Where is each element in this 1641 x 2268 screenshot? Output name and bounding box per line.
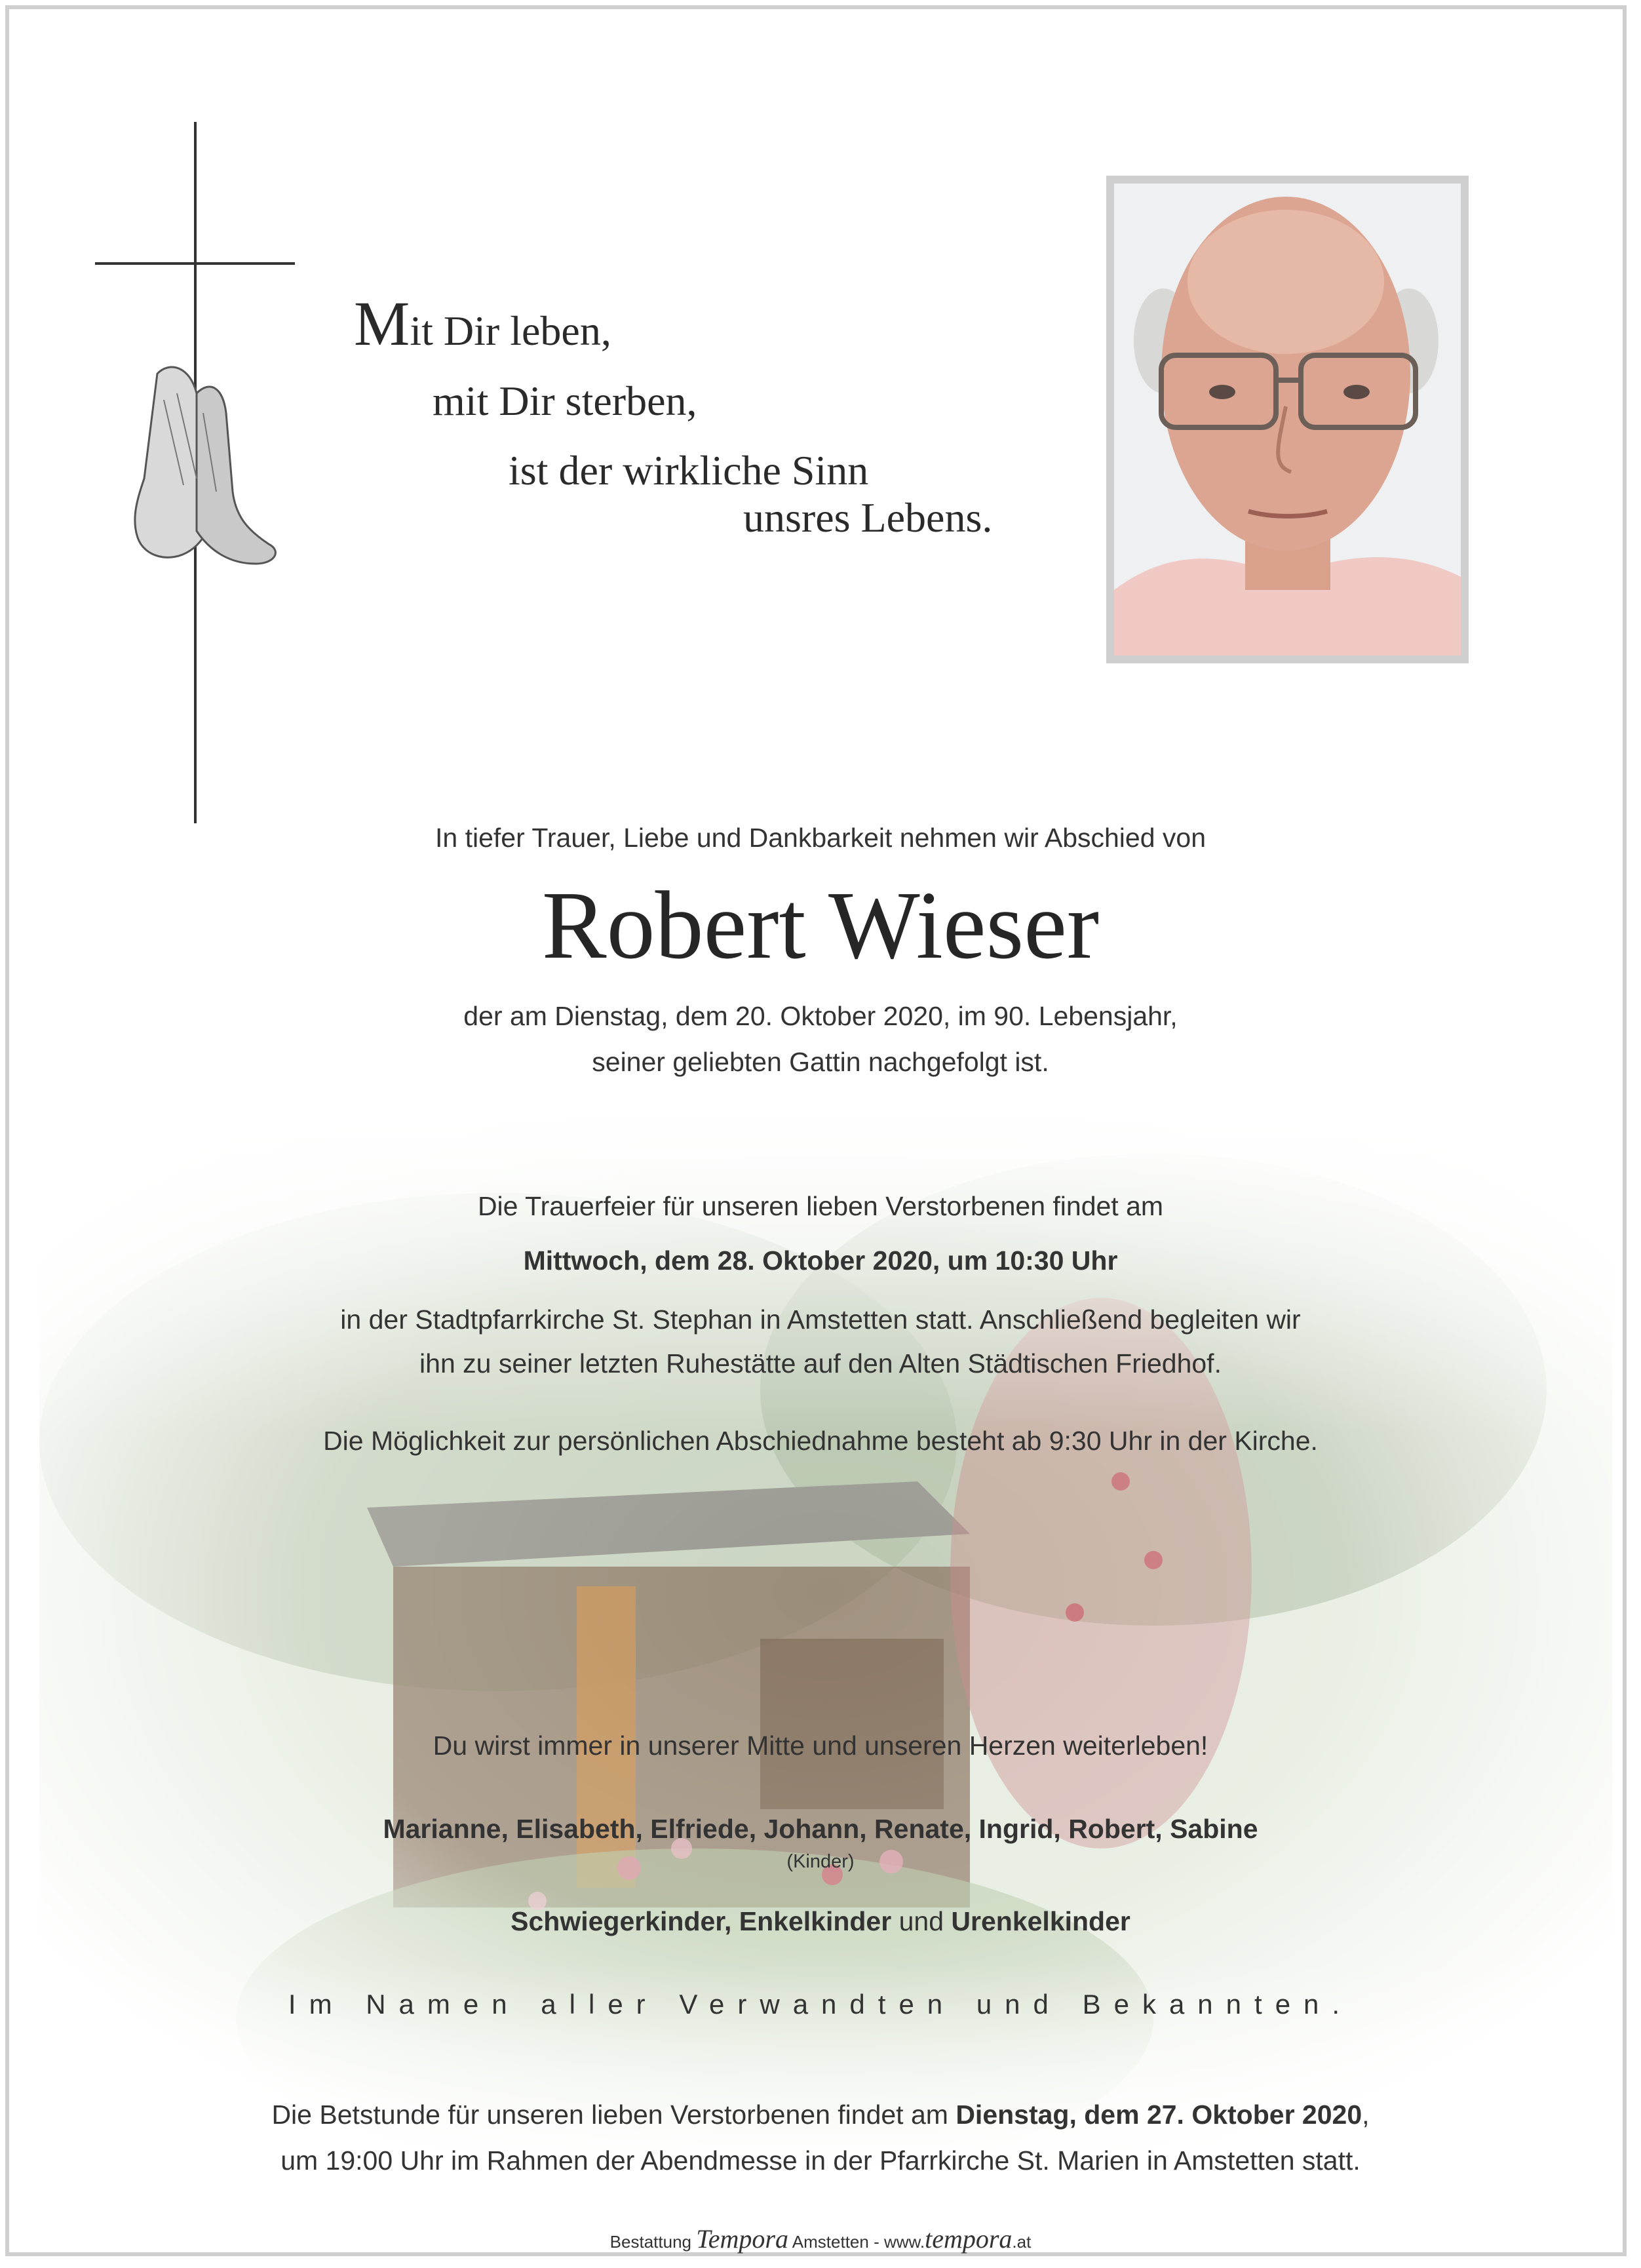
funeral-place-line-2: ihn zu seiner letzten Ruhestätte auf den Alten Städtischen Friedhof. <box>419 1348 1222 1378</box>
children-label: (Kinder) <box>786 1851 855 1872</box>
memorial-text: Du wirst immer in unserer Mitte und unseren Herzen weiterleben! <box>433 1730 1208 1761</box>
deceased-name: Robert Wieser <box>541 872 1100 979</box>
funeral-place-line-1: in der Stadtpfarrkirche St. Stephan in Amstetten statt. Anschließend begleiten wir <box>340 1304 1301 1335</box>
funeral-intro: Die Trauerfeier für unseren lieben Verstorbenen findet am <box>477 1191 1164 1221</box>
closing-text: Im Namen aller Verwandten und Bekannten. <box>288 1989 1353 2020</box>
death-info-line-1: der am Dienstag, dem 20. Oktober 2020, im 90. Lebensjahr, <box>463 1001 1178 1031</box>
footer-credit: Bestattung Tempora Amstetten - www.tempora.at <box>609 2224 1032 2254</box>
funeral-date: Mittwoch, dem 28. Oktober 2020, um 10:30 Uhr <box>523 1245 1118 1276</box>
poem-line-1: Mit Dir leben, <box>354 288 611 359</box>
prayer-line-1: Die Betstunde für unseren lieben Verstorbenen findet am Dienstag, dem 27. Oktober 2020, <box>271 2100 1370 2130</box>
death-info-line-2: seiner geliebten Gattin nachgefolgt ist. <box>592 1047 1049 1077</box>
praying-hands-icon <box>118 354 295 570</box>
cross-horizontal-bar <box>95 262 295 265</box>
relatives-line: Schwiegerkinder, Enkelkinder und Urenkelkinder <box>511 1906 1130 1936</box>
children-names: Marianne, Elisabeth, Elfriede, Johann, Renate, Ingrid, Robert, Sabine <box>383 1814 1258 1844</box>
intro-text: In tiefer Trauer, Liebe und Dankbarkeit nehmen wir Abschied von <box>434 823 1207 853</box>
poem-line-2: mit Dir sterben, <box>433 378 697 424</box>
poem-line-4: unsres Lebens. <box>743 494 993 541</box>
prayer-line-2: um 19:00 Uhr im Rahmen der Abendmesse in der Pfarrkirche St. Marien in Amstetten statt. <box>280 2145 1361 2176</box>
poem-line-3: ist der wirkliche Sinn <box>509 447 869 494</box>
farewell-text: Die Möglichkeit zur persönlichen Abschiednahme besteht ab 9:30 Uhr in der Kirche. <box>323 1426 1318 1456</box>
portrait-photo <box>1106 176 1469 663</box>
